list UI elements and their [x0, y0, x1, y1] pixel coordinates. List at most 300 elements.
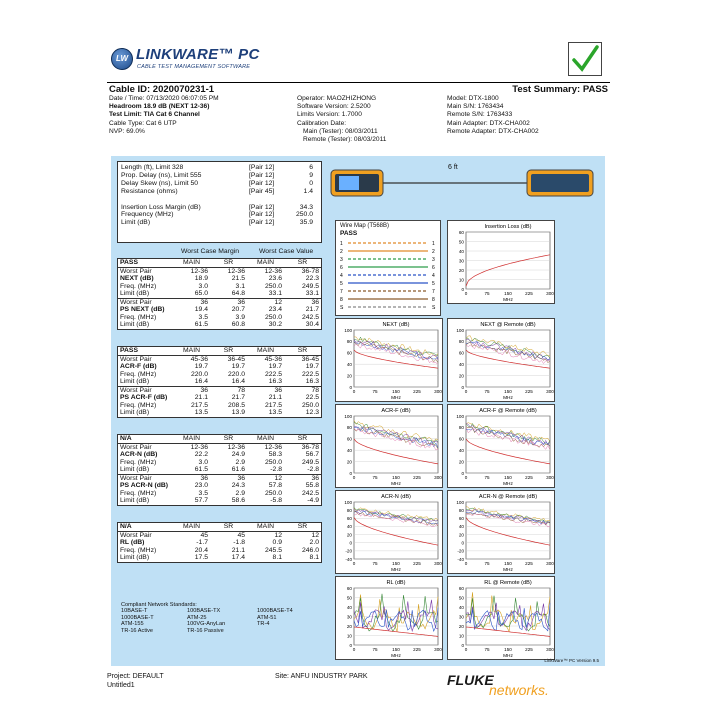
row-label: Freq. (MHz) [120, 313, 157, 321]
cell-value: MAIN [247, 435, 284, 443]
cell-value: 217.5 [190, 401, 208, 409]
y-tick-label: 0 [461, 384, 464, 390]
wire-pin-left: 8 [340, 297, 343, 303]
wire-pin-left: 4 [340, 273, 343, 279]
cell-value: 36 [284, 298, 321, 306]
x-tick-label: 150 [392, 389, 400, 394]
cell-value: 2.9 [235, 489, 245, 497]
cell-value: 208.5 [227, 401, 245, 409]
y-tick-label: 100 [456, 413, 464, 419]
standards-title: Compliant Network Standards: [121, 602, 197, 608]
summary-value: 6 [309, 164, 313, 171]
y-tick-label: 80 [346, 425, 352, 431]
y-tick-label: 80 [346, 339, 352, 345]
cell-value: 36 [173, 298, 210, 306]
y-tick-label: 20 [346, 459, 352, 465]
cell-value: -4.9 [307, 497, 319, 504]
row-label: Limit (dB) [120, 497, 150, 504]
x-tick-label: 300 [546, 647, 554, 652]
cell-value: 250.0 [264, 489, 282, 497]
y-tick-label: 100 [344, 499, 352, 505]
row-label: N/A [118, 435, 173, 443]
table-row [118, 547, 321, 555]
cell-value: SR [210, 523, 247, 531]
cell-value: 23.0 [194, 482, 208, 489]
cell-value: 36-78 [301, 267, 319, 275]
graph-acrf [447, 404, 555, 488]
x-tick-label: 150 [504, 647, 512, 652]
wire-map-title: Wire Map (T568B) [340, 223, 390, 229]
y-tick-label: 0 [461, 642, 464, 648]
cell-value: 249.5 [301, 282, 319, 290]
cell-value: 24.3 [231, 482, 245, 489]
table-row [118, 554, 321, 562]
logo-subtitle: CABLE TEST MANAGEMENT SOFTWARE [137, 64, 251, 70]
summary-label [121, 196, 201, 204]
cell-value: 36 [210, 298, 247, 306]
x-tick-label: 150 [392, 561, 400, 566]
row-label: Worst Pair [118, 298, 173, 306]
graph-rl [335, 576, 443, 660]
cell-value: 8.1 [272, 554, 282, 561]
y-tick-label: 40 [346, 362, 352, 367]
y-tick-label: 0 [461, 286, 464, 292]
table-row [118, 283, 321, 291]
cell-value: 21.1 [268, 394, 282, 401]
x-tick-label: 225 [525, 475, 533, 480]
y-tick-label: 60 [346, 585, 352, 591]
cell-value: 12-36 [190, 267, 208, 275]
cell-value: 12 [247, 474, 284, 482]
table-row [118, 402, 321, 410]
wire-pin-left: 1 [340, 241, 343, 247]
y-tick-label: 20 [458, 623, 464, 629]
y-tick-label: 30 [458, 258, 464, 264]
row-label: Worst Pair [118, 386, 173, 394]
standards [121, 602, 293, 634]
table-row [118, 531, 321, 539]
y-tick-label: 20 [458, 532, 464, 538]
summary-box [117, 161, 322, 243]
table-row [118, 371, 321, 379]
y-tick-label: -40 [345, 556, 352, 562]
cell-value: 20.4 [194, 546, 208, 554]
table-row [118, 466, 321, 474]
cell-value: 2.9 [235, 458, 245, 466]
cell-value: 58.3 [268, 451, 282, 458]
graph-svg [336, 405, 444, 489]
summary-label: Delay Skew (ns), Limit 50 [121, 179, 199, 187]
graph-title: NEXT @ Remote (dB) [480, 322, 536, 328]
graph-title: ACR-F @ Remote (dB) [479, 408, 537, 414]
y-tick-label: 40 [458, 524, 464, 530]
info-test-limit: Test Limit: TIA Cat 6 Channel [109, 111, 200, 119]
y-tick-label: 0 [461, 470, 464, 476]
x-axis-label: MHz [391, 482, 401, 487]
wire-pin-left: 3 [340, 257, 343, 263]
graph-acrn [447, 490, 555, 574]
cell-value: 242.5 [301, 313, 319, 321]
cell-value: 45 [200, 531, 208, 539]
row-label: Limit (dB) [120, 290, 150, 297]
cell-value: 250.0 [264, 458, 282, 466]
x-tick-label: 150 [392, 647, 400, 652]
graph-svg [336, 491, 444, 575]
y-tick-label: 0 [349, 642, 352, 648]
info-remote-adapter: Remote Adapter: DTX-CHA002 [447, 127, 539, 135]
cell-value: 18.9 [194, 275, 208, 282]
y-tick-label: 20 [458, 267, 464, 273]
info-cable-type: Cable Type: Cat 6 UTP [109, 119, 177, 127]
cell-value: 58.6 [231, 497, 245, 504]
summary-pair: [Pair 12] [249, 171, 275, 179]
cell-value: SR [210, 347, 247, 355]
cell-value: 20.7 [231, 306, 245, 313]
row-label: PASS [118, 259, 173, 267]
wire-pin-right: 3 [432, 257, 435, 263]
y-tick-label: 10 [346, 633, 352, 639]
x-tick-label: 0 [464, 291, 468, 296]
y-tick-label: 0 [349, 470, 352, 476]
y-tick-label: 40 [346, 604, 352, 610]
table-row [118, 451, 321, 459]
cell-value: 64.8 [231, 290, 245, 297]
cell-value: -1.7 [196, 539, 208, 546]
cell-value: 23.6 [268, 275, 282, 282]
y-tick-label: 20 [346, 373, 352, 379]
row-label: Worst Pair [120, 443, 152, 451]
y-tick-label: 30 [458, 614, 464, 620]
cell-value: 217.5 [264, 401, 282, 409]
info-middle [297, 95, 386, 144]
footer-project: Project: DEFAULT [107, 673, 164, 680]
result-block [117, 522, 322, 563]
graph-acrf [335, 404, 443, 488]
cell-value: 249.5 [301, 458, 319, 466]
graph-svg [448, 405, 556, 489]
cell-value: 36 [173, 474, 210, 482]
table-row [118, 378, 321, 386]
graph-acrn [335, 490, 443, 574]
summary-pair: [Pair 12] [249, 219, 275, 227]
graph-title: RL (dB) [386, 580, 406, 586]
cell-value: 12-36 [264, 443, 282, 451]
graph-next [447, 318, 555, 402]
y-tick-label: 100 [456, 499, 464, 505]
x-tick-label: 300 [546, 561, 554, 566]
cell-value: 45-36 [190, 355, 208, 363]
row-label: RL (dB) [120, 539, 145, 546]
y-tick-label: 20 [346, 532, 352, 538]
summary-values [296, 164, 313, 227]
cell-value: 23.4 [268, 306, 282, 313]
cell-value: 12.3 [305, 409, 319, 416]
row-label: Freq. (MHz) [120, 401, 157, 409]
y-tick-label: 80 [458, 507, 464, 513]
x-tick-label: 150 [392, 475, 400, 480]
cell-value: 12 [247, 298, 284, 306]
info-operator: Operator: MAOZHIZHONG [297, 95, 377, 102]
report-footer [107, 672, 610, 712]
standard-item: 100VG-AnyLan [187, 621, 226, 628]
x-tick-label: 225 [413, 389, 421, 394]
cell-value: SR [284, 435, 321, 443]
cell-value: 57.7 [194, 497, 208, 504]
y-tick-label: 20 [458, 373, 464, 379]
x-tick-label: 225 [525, 389, 533, 394]
graph-title: ACR-F (dB) [381, 408, 411, 414]
x-tick-label: 225 [413, 475, 421, 480]
cell-value: 8.1 [309, 554, 319, 561]
x-tick-label: 0 [352, 475, 356, 480]
cell-value: SR [284, 259, 321, 267]
summary-value [296, 196, 313, 204]
y-tick-label: 80 [458, 425, 464, 431]
table-row [118, 314, 321, 322]
row-label: Limit (dB) [120, 321, 150, 328]
x-tick-label: 300 [434, 561, 442, 566]
cell-value: 220.0 [190, 370, 208, 378]
cell-value: 250.0 [264, 313, 282, 321]
graph-title: ACR-N (dB) [381, 494, 411, 500]
row-label: N/A [118, 523, 173, 531]
cell-value: 21.1 [231, 546, 245, 554]
footer-site: Site: ANFU INDUSTRY PARK [275, 673, 368, 680]
cell-value: 222.5 [264, 370, 282, 378]
x-tick-label: 75 [484, 475, 490, 480]
test-summary: Test Summary: PASS [512, 84, 608, 95]
standard-item [257, 628, 293, 634]
table-row [118, 386, 321, 394]
cell-value: 3.0 [198, 282, 208, 290]
pass-check-icon [568, 42, 602, 76]
cell-value: 16.3 [268, 378, 282, 385]
x-axis-label: MHz [503, 298, 513, 303]
wire-pin-left: 2 [340, 249, 343, 255]
x-tick-label: 225 [413, 647, 421, 652]
result-table [118, 435, 321, 505]
table-row [118, 539, 321, 547]
table-row [118, 409, 321, 417]
row-label: Worst Pair [120, 267, 152, 275]
row-label: PASS [118, 347, 173, 355]
cell-value: 21.5 [231, 275, 245, 282]
cell-value: 0.9 [272, 539, 282, 546]
x-tick-label: 0 [352, 561, 356, 566]
logo-title: LINKWARE™ PC [136, 46, 260, 63]
summary-pair: [Pair 12] [249, 164, 275, 171]
table-row [118, 321, 321, 329]
graph-il [447, 220, 555, 304]
cell-value: 245.5 [264, 546, 282, 554]
table-row [118, 435, 321, 443]
cell-value: 3.0 [198, 458, 208, 466]
row-label: NEXT (dB) [120, 275, 154, 282]
report-sheet [107, 32, 610, 698]
y-tick-label: -20 [345, 548, 352, 554]
table-row [118, 298, 321, 306]
cell-value: 13.5 [268, 409, 282, 416]
cell-value: SR [284, 347, 321, 355]
x-tick-label: 150 [504, 475, 512, 480]
info-main-sn: Main S/N: 1763434 [447, 103, 504, 111]
title-row [107, 82, 610, 94]
row-label: PS ACR-N (dB) [120, 482, 169, 489]
row-label: Freq. (MHz) [120, 458, 157, 466]
col-head-value: Worst Case Value [259, 248, 314, 255]
y-tick-label: 0 [461, 540, 464, 546]
row-label: ACR-N (dB) [120, 451, 158, 458]
x-tick-label: 300 [434, 389, 442, 394]
graph-svg [448, 319, 556, 403]
cell-value: MAIN [247, 523, 284, 531]
row-label: Worst Pair [120, 355, 152, 363]
info-nvp: NVP: 69.0% [109, 127, 145, 135]
summary-pairs [249, 164, 274, 227]
summary-value: 0 [309, 179, 313, 187]
y-tick-label: 40 [346, 524, 352, 530]
y-tick-label: 80 [346, 507, 352, 513]
y-tick-label: 100 [456, 327, 464, 333]
wire-pin-left: 5 [340, 281, 343, 287]
cell-value: 36 [173, 386, 210, 394]
table-row [118, 394, 321, 402]
summary-value: 9 [309, 171, 313, 179]
x-tick-label: 75 [484, 291, 490, 296]
y-tick-label: 100 [344, 327, 352, 333]
cell-value: 30.4 [305, 321, 319, 328]
row-label: Worst Pair [120, 531, 152, 539]
cell-value: 30.2 [268, 321, 282, 328]
cable-id: Cable ID: 2020070231-1 [109, 84, 215, 95]
cell-value: -1.8 [233, 539, 245, 546]
plot-frame [466, 502, 550, 559]
result-block [117, 346, 322, 418]
result-table [118, 347, 321, 417]
cell-value: -2.8 [270, 466, 282, 473]
x-tick-label: 0 [352, 389, 356, 394]
summary-value: 35.9 [299, 219, 313, 227]
cell-value: 33.1 [305, 290, 319, 297]
cell-value: 19.7 [194, 363, 208, 370]
info-date: Date / Time: 07/13/2020 06:07:05 PM [109, 95, 219, 102]
summary-label: Prop. Delay (ns), Limit 555 [121, 171, 202, 179]
y-tick-label: -40 [457, 556, 464, 562]
cell-value: MAIN [247, 347, 284, 355]
y-tick-label: 40 [458, 362, 464, 367]
y-tick-label: 60 [458, 585, 464, 591]
standard-item: 1000BASE-T [121, 614, 154, 621]
standard-item: 1000BASE-T4 [257, 608, 293, 615]
cell-value: 60.8 [231, 321, 245, 328]
y-tick-label: 10 [458, 633, 464, 639]
wire-pin-right: 7 [432, 289, 435, 295]
info-limits: Limits Version: 1.7000 [297, 111, 362, 119]
standard-item: ATM-25 [187, 614, 207, 621]
standards-col3 [257, 608, 293, 634]
standard-item: TR-16 Active [121, 627, 154, 634]
cell-value: 246.0 [301, 546, 319, 554]
standards-col1 [121, 608, 179, 634]
info-model: Model: DTX-1800 [447, 95, 499, 102]
results-panel [111, 156, 605, 666]
cell-value: 13.9 [231, 409, 245, 416]
row-label: Limit (dB) [120, 378, 150, 385]
y-tick-label: 0 [349, 540, 352, 546]
graph-title: RL @ Remote (dB) [484, 580, 532, 586]
y-tick-label: 30 [346, 614, 352, 620]
cell-value: 61.6 [231, 466, 245, 473]
x-tick-label: 0 [464, 389, 468, 394]
cell-value: 12 [311, 531, 319, 539]
info-remote-cal: Remote (Tester): 08/03/2011 [303, 135, 387, 143]
cell-value: 33.1 [268, 290, 282, 297]
cell-value: 250.0 [264, 282, 282, 290]
cell-value: 12-36 [190, 443, 208, 451]
table-row [118, 490, 321, 498]
x-tick-label: 150 [504, 561, 512, 566]
table-row [118, 259, 321, 267]
table-row [118, 482, 321, 490]
wire-map-graph [335, 220, 441, 316]
cell-value: 17.5 [194, 554, 208, 561]
summary-value: 34.3 [299, 203, 313, 211]
cell-value: 78 [284, 386, 321, 394]
row-label: Limit (dB) [120, 409, 150, 416]
info-calibration: Calibration Date: [297, 119, 347, 127]
wire-map-result: PASS [340, 230, 358, 237]
x-tick-label: 0 [464, 647, 468, 652]
summary-pair: [Pair 12] [249, 203, 275, 211]
graph-title: ACR-N @ Remote (dB) [478, 494, 538, 500]
cell-value: 19.7 [268, 363, 282, 370]
graph-svg [336, 577, 444, 661]
cell-value: 242.5 [301, 489, 319, 497]
cell-value: 45 [237, 531, 245, 539]
cell-value: 12 [274, 531, 282, 539]
cell-value: 22.3 [305, 275, 319, 282]
table-row [118, 355, 321, 363]
col-head-margin: Worst Case Margin [181, 248, 240, 255]
cell-value: 3.9 [235, 313, 245, 321]
cell-value: -2.8 [307, 466, 319, 473]
y-tick-label: 10 [458, 277, 464, 283]
version-note: LinkWare™ PC Version 9.5 [544, 658, 599, 663]
cell-value: SR [210, 259, 247, 267]
table-row [118, 459, 321, 467]
cell-value: 61.5 [194, 466, 208, 473]
x-tick-label: 75 [484, 389, 490, 394]
report-header [107, 32, 610, 82]
x-axis-label: MHz [503, 654, 513, 659]
cell-value: 12-36 [264, 267, 282, 275]
cell-value: 24.9 [231, 451, 245, 458]
summary-label: Frequency (MHz) [121, 211, 174, 219]
cell-value: SR [284, 523, 321, 531]
footer-untitled: Untitled1 [107, 682, 135, 689]
x-tick-label: 225 [525, 291, 533, 296]
standard-item: 10BASE-T [121, 608, 148, 615]
info-remote-sn: Remote S/N: 1763433 [447, 111, 513, 119]
x-axis-label: MHz [503, 568, 513, 573]
table-row [118, 306, 321, 314]
x-tick-label: 150 [504, 389, 512, 394]
cell-value: 21.7 [231, 394, 245, 401]
x-tick-label: 0 [464, 561, 468, 566]
graph-title: Insertion Loss (dB) [484, 224, 532, 230]
x-axis-label: MHz [503, 396, 513, 401]
cell-value: MAIN [173, 435, 210, 443]
